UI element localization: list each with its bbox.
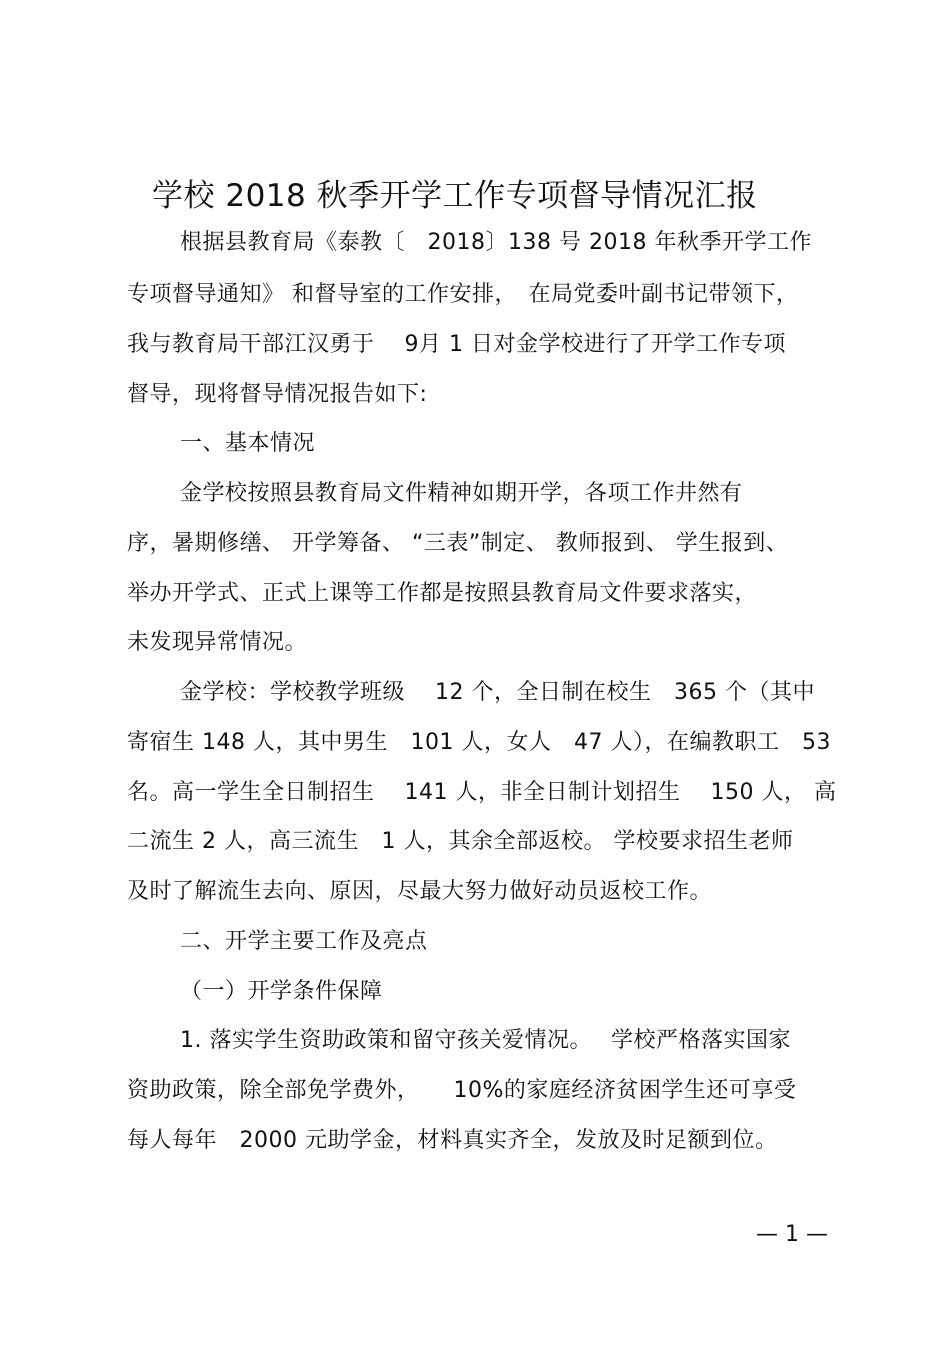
- paragraph-line: 每人每年 2000 元助学金，材料真实齐全，发放及时足额到位。: [127, 1128, 778, 1153]
- section-heading: 一、基本情况: [180, 431, 316, 456]
- paragraph-line: 金学校：学校教学班级 12 个，全日制在校生 365 个（其中: [180, 680, 815, 705]
- paragraph-line: 资助政策，除全部免学费外， 10%的家庭经济贫困学生还可享受: [127, 1078, 797, 1103]
- paragraph-line: 二流生 2 人，高三流生 1 人，其余全部返校。 学校要求招生老师: [127, 829, 794, 854]
- section-heading: 二、开学主要工作及亮点: [180, 929, 428, 954]
- paragraph-line: 未发现异常情况。: [127, 630, 308, 655]
- paragraph-line: 及时了解流生去向、原因，尽最大努力做好动员返校工作。: [127, 879, 713, 904]
- subsection-heading: （一）开学条件保障: [180, 979, 383, 1004]
- paragraph-line: 督导，现将督导情况报告如下:: [127, 382, 428, 407]
- paragraph-line: 名。高一学生全日制招生 141 人，非全日制计划招生 150 人， 高: [127, 780, 837, 805]
- paragraph-line: 序，暑期修缮、 开学筹备、 “三表”制定、 教师报到、 学生报到、: [127, 531, 789, 556]
- paragraph-line: 根据县教育局《泰教〔 2018〕138 号 2018 年秋季开学工作: [180, 230, 812, 255]
- paragraph-line: 举办开学式、正式上课等工作都是按照县教育局文件要求落实，: [127, 581, 758, 606]
- document-title: 学校 2018 秋季开学工作专项督导情况汇报: [152, 178, 758, 214]
- paragraph-line: 金学校按照县教育局文件精神如期开学，各项工作井然有: [180, 481, 743, 506]
- paragraph-line: 寄宿生 148 人，其中男生 101 人，女人 47 人），在编教职工 53: [127, 730, 831, 755]
- paragraph-line: 我与教育局干部江汉勇于 9月 1 日对金学校进行了开学工作专项: [127, 332, 786, 357]
- paragraph-line: 专项督导通知》 和督导室的工作安排， 在局党委叶副书记带领下，: [127, 282, 799, 307]
- page-number: — 1 —: [756, 1222, 828, 1247]
- paragraph-line: 1. 落实学生资助政策和留守孩关爱情况。 学校严格落实国家: [180, 1028, 791, 1053]
